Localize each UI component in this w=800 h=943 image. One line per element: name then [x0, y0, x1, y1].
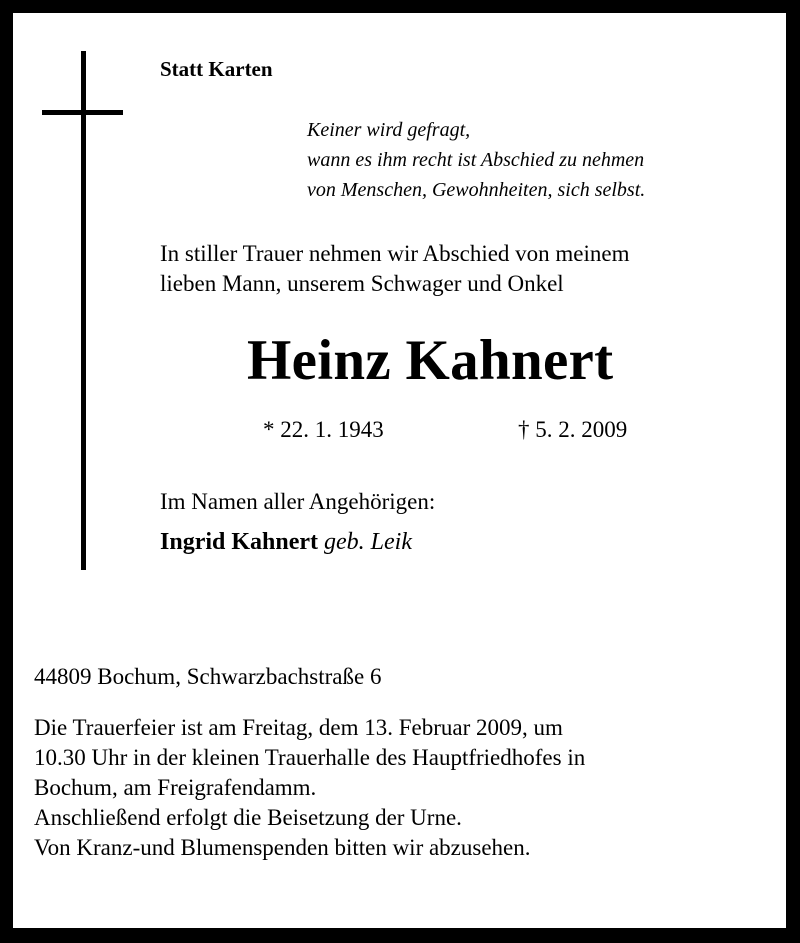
details-line: Die Trauerfeier ist am Freitag, dem 13. Februar 2009, um	[34, 715, 563, 740]
details-line: 10.30 Uhr in der kleinen Trauerhalle des Hauptfriedhofes in	[34, 745, 586, 770]
poem-line: von Menschen, Gewohnheiten, sich selbst.	[307, 179, 646, 201]
signer-maiden-name: geb. Leik	[324, 529, 412, 555]
birth-date: * 22. 1. 1943	[263, 417, 384, 442]
details-line: Anschließend erfolgt die Beisetzung der Urne.	[34, 805, 462, 830]
signer	[160, 529, 412, 556]
death-date: † 5. 2. 2009	[518, 417, 628, 442]
notice-heading: Statt Karten	[160, 57, 273, 81]
cross-icon	[81, 51, 86, 570]
poem-line: Keiner wird gefragt,	[307, 119, 471, 141]
details-line: Bochum, am Freigrafendamm.	[34, 775, 317, 800]
address: 44809 Bochum, Schwarzbachstraße 6	[34, 664, 382, 689]
intro-line: lieben Mann, unserem Schwager und Onkel	[160, 271, 564, 296]
intro-text	[160, 239, 630, 299]
cross-icon-bar	[42, 110, 123, 115]
family-lead: Im Namen aller Angehörigen:	[160, 489, 436, 514]
poem	[307, 115, 645, 205]
intro-line: In stiller Trauer nehmen wir Abschied von meinem	[160, 241, 630, 266]
deceased-name: Heinz Kahnert	[247, 329, 614, 392]
funeral-details	[34, 713, 585, 863]
poem-line: wann es ihm recht ist Abschied zu nehmen	[307, 149, 645, 171]
details-line: Von Kranz-und Blumenspenden bitten wir abzusehen.	[34, 835, 531, 860]
signer-name: Ingrid Kahnert	[160, 529, 319, 555]
obituary-notice	[13, 13, 786, 928]
